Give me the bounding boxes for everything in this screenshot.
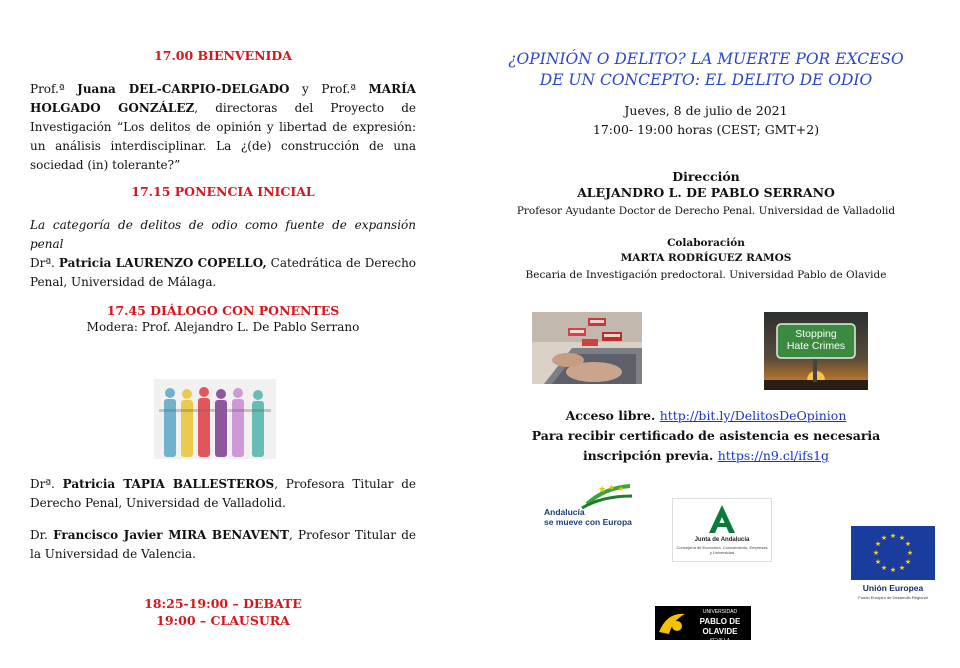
- title-prefix: Prof.ª: [30, 82, 78, 96]
- logo-text: PABLO DE OLAVIDE: [699, 617, 741, 636]
- eu-logo: [848, 526, 938, 606]
- dialogue-heading: 17.45 DIÁLOGO CON PONENTES: [106, 303, 340, 318]
- speaker-name: Patricia TAPIA BALLESTEROS: [62, 477, 275, 491]
- title-prefix: Dr.: [30, 528, 54, 542]
- logo-subtext: Consejería de Economía, Conocimiento, Empresas y Universidad: [676, 545, 768, 555]
- andalucia-logo-text: [544, 507, 632, 527]
- event-title: [496, 49, 916, 91]
- collaboration-block: [496, 236, 916, 284]
- logo-text: se mueve con Europa: [544, 517, 632, 527]
- svg-text:★: ★: [880, 564, 888, 572]
- svg-text:★: ★: [889, 566, 897, 574]
- andalucia-europa-logo: [542, 482, 634, 530]
- speaker-affiliation: Catedrática de Derecho Penal, Universidad de Málaga.: [30, 256, 417, 289]
- title-prefix: Drª.: [30, 256, 59, 270]
- closing-schedule: [30, 595, 416, 629]
- event-title-line: ¿OPINIÓN O DELITO? LA MUERTE POR EXCESO: [508, 50, 904, 68]
- svg-text:★: ★: [618, 485, 625, 493]
- moderator-text: Modera: Prof. Alejandro L. De Pablo Serrano: [86, 320, 360, 334]
- svg-text:★: ★: [608, 483, 616, 492]
- certificate-link[interactable]: https://n9.cl/ifs1g: [717, 448, 830, 463]
- debate-time: 18:25-19:00 – DEBATE: [144, 596, 302, 611]
- keynote-title: La categoría de delitos de odio como fuente de expansión penal: [30, 218, 416, 251]
- speaker-name: Patricia LAURENZO COPELLO,: [58, 256, 267, 270]
- speaker-mira: [30, 526, 416, 564]
- event-date: Jueves, 8 de julio de 2021: [624, 103, 788, 118]
- welcome-description: , directoras del Proyecto de Investigación “Los delitos de opinión y libertad de expresión: un análisis interdisciplinar. La ¿(de) construcción de una sociedad (in) tolerante?”: [30, 101, 416, 172]
- connector-text: y Prof.ª: [289, 82, 369, 96]
- director-name: ALEJANDRO L. DE PABLO SERRANO: [577, 185, 835, 200]
- sign-line: Hate Crimes: [786, 340, 846, 352]
- direction-block: [496, 169, 916, 221]
- event-title-line: DE UN CONCEPTO: EL DELITO DE ODIO: [539, 71, 873, 89]
- svg-text:★: ★: [898, 534, 906, 542]
- logo-text: Andalucía: [544, 507, 585, 517]
- logo-text: SEVILLA: [709, 638, 731, 644]
- svg-text:★: ★: [874, 558, 882, 566]
- svg-text:★: ★: [904, 558, 912, 566]
- sign-line: Stopping: [795, 328, 837, 340]
- collaborator-role: Becaria de Investigación predoctoral. Universidad Pablo de Olavide: [525, 269, 887, 281]
- junta-andalucia-logo: [672, 498, 772, 562]
- speaker-tapia: [30, 475, 416, 513]
- director-role: Profesor Ayudante Doctor de Derecho Penal. Universidad de Valladolid: [516, 205, 896, 217]
- svg-text:★: ★: [880, 534, 888, 542]
- closing-time: 19:00 – CLAUSURA: [156, 613, 290, 628]
- speaker-affiliation: , Profesora Titular de Derecho Penal, Universidad de Valladolid.: [30, 477, 417, 510]
- registration-link[interactable]: http://bit.ly/DelitosDeOpinion: [659, 408, 847, 423]
- speaker-affiliation: , Profesor Titular de la Universidad de Valencia.: [30, 528, 416, 561]
- laptop-photo: [532, 312, 642, 384]
- speaker-name: Francisco Javier MIRA BENAVENT: [53, 528, 289, 542]
- logo-text: UNIVERSIDAD: [702, 609, 738, 615]
- access-line: [496, 406, 916, 426]
- logo-text: Unión Europea: [862, 583, 924, 593]
- welcome-heading: 17.00 BIENVENIDA: [154, 48, 292, 63]
- certificate-text: Para recibir certificado de asistencia es necesaria inscripción previa.: [531, 428, 881, 463]
- logo-text: Junta de Andalucía: [694, 537, 750, 543]
- keynote-heading: 17.15 PONENCIA INICIAL: [131, 184, 315, 199]
- welcome-paragraph: [30, 80, 416, 175]
- svg-text:★: ★: [889, 532, 897, 540]
- svg-text:★: ★: [598, 485, 607, 495]
- collaboration-label: Colaboración: [667, 237, 745, 249]
- hate-crimes-sign-photo: [764, 312, 868, 390]
- direction-label: Dirección: [672, 169, 740, 184]
- access-info: [496, 406, 916, 466]
- upo-logo-text: [691, 608, 749, 646]
- svg-text:★: ★: [872, 549, 880, 557]
- upo-logo: [655, 606, 751, 644]
- event-time: 17:00- 19:00 horas (CEST; GMT+2): [592, 122, 820, 137]
- svg-text:★: ★: [898, 564, 906, 572]
- title-prefix: Drª.: [30, 477, 63, 491]
- svg-text:★: ★: [874, 540, 882, 548]
- svg-text:★: ★: [906, 549, 914, 557]
- keynote-paragraph: [30, 216, 416, 292]
- sign-text: [777, 328, 855, 352]
- svg-text:★: ★: [904, 540, 912, 548]
- logo-subtext: Fondo Europeo de Desarrollo Regional: [858, 595, 928, 600]
- access-label: Acceso libre.: [565, 408, 660, 423]
- speaker-name: MARÍA HOLGADO GONZÁLEZ: [30, 82, 416, 115]
- speaker-name: Juana DEL-CARPIO-DELGADO: [77, 82, 290, 96]
- speakers-illustration: [154, 379, 276, 459]
- event-datetime: [496, 101, 916, 139]
- collaborator-name: MARTA RODRÍGUEZ RAMOS: [620, 252, 792, 264]
- certificate-line: [496, 426, 916, 466]
